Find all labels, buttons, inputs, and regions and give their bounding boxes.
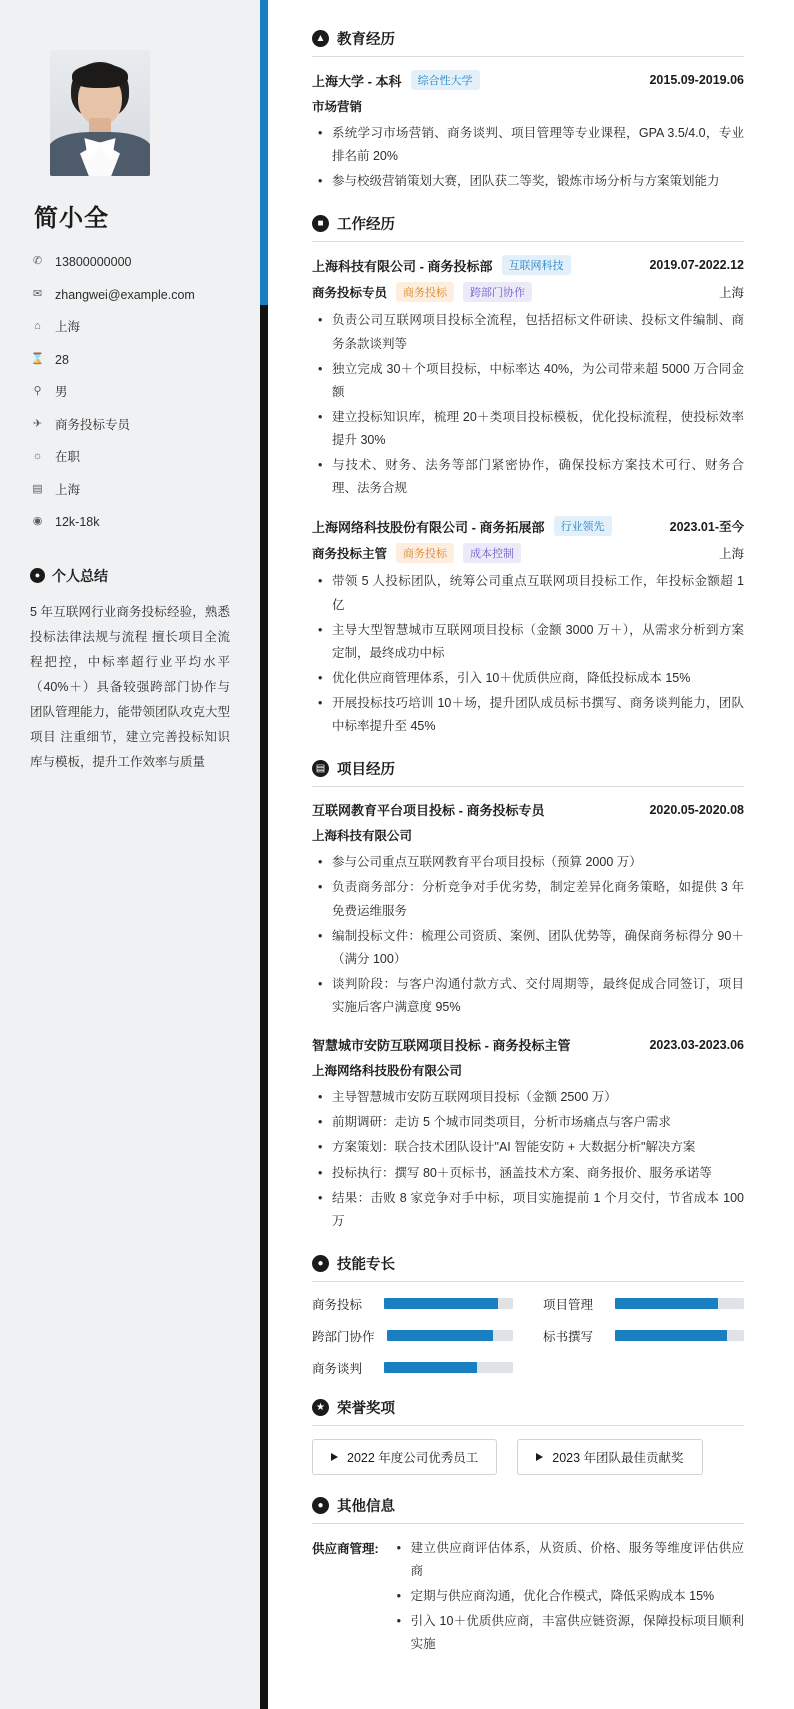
info-job xyxy=(30,416,230,435)
list-item: • 谈判阶段：与客户沟通付款方式、交付周期等，最终促成合同签订，项目实施后客户满意度 95% xyxy=(312,973,744,1019)
accent-bar-bottom xyxy=(260,305,268,1709)
section-work xyxy=(312,213,744,738)
project-company: 上海网络科技股份有限公司 xyxy=(312,1064,463,1079)
section-skills xyxy=(312,1253,744,1377)
work-location: 上海 xyxy=(718,286,744,301)
home-icon: ⌂ xyxy=(34,320,41,332)
list-item: • 参与校级营销策划大赛，团队获二等奖，锻炼市场分析与方案策划能力 xyxy=(312,170,744,193)
work-date: 2019.07-2022.12 xyxy=(649,258,744,273)
work-entry xyxy=(312,516,744,738)
education-entry xyxy=(312,70,744,193)
email-icon: ✉ xyxy=(32,287,43,300)
work-header xyxy=(312,213,744,242)
project-entry xyxy=(312,1035,744,1233)
list-item: • 负责公司互联网项目投标全流程，包括招标文件研读、投标文件编制、商务条款谈判等 xyxy=(312,309,744,355)
skill-bar xyxy=(615,1298,744,1309)
other-label: 供应商管理: xyxy=(312,1541,379,1556)
list-item: • 定期与供应商沟通，优化合作模式，降低采购成本 15% xyxy=(391,1585,744,1608)
projects-title: 项目经历 xyxy=(337,762,395,779)
work-role: 商务投标专员 xyxy=(312,286,388,301)
section-other xyxy=(312,1495,744,1659)
award-item xyxy=(517,1439,702,1475)
skills-grid xyxy=(312,1295,744,1377)
project-icon: ▤ xyxy=(312,760,329,777)
work-tag: 行业领先 xyxy=(554,516,612,536)
section-education xyxy=(312,28,744,193)
skill-label: 商务投标 xyxy=(312,1297,363,1312)
work-bullets xyxy=(312,309,744,500)
work-company: 上海科技有限公司 - 商务投标部 xyxy=(312,258,493,274)
work-role: 商务投标主管 xyxy=(312,547,388,562)
other-bullets xyxy=(391,1537,744,1657)
info-location-value: 上海 xyxy=(55,482,81,497)
info-gender xyxy=(30,383,230,402)
list-item: • 系统学习市场营销、商务谈判、项目管理等专业课程，GPA 3.5/4.0，专业排名前 20% xyxy=(312,122,744,168)
info-salary xyxy=(30,513,230,532)
graduation-icon: ▲ xyxy=(312,30,329,47)
education-tag: 综合性大学 xyxy=(411,70,480,90)
salary-icon: ◉ xyxy=(32,515,43,527)
list-item: • 引入 10＋优质供应商，丰富供应链资源，保障投标项目顺利实施 xyxy=(391,1610,744,1656)
portrait-photo-icon xyxy=(50,50,150,176)
project-date: 2023.03-2023.06 xyxy=(649,1037,744,1052)
list-item: • 结果：击败 8 家竞争对手中标，项目实施提前 1 个月交付，节省成本 100 万 xyxy=(312,1187,744,1233)
skill-bar xyxy=(387,1330,513,1341)
skill-bar xyxy=(615,1330,744,1341)
other-body xyxy=(391,1537,744,1659)
list-item: • 投标执行：撰写 80＋页标书，涵盖技术方案、商务报价、服务承诺等 xyxy=(312,1162,744,1185)
list-item: • 带领 5 人投标团队，统筹公司重点互联网项目投标工作，年投标金额超 1 亿 xyxy=(312,570,744,616)
info-job-value: 商务投标专员 xyxy=(55,417,131,432)
skill-item xyxy=(312,1359,513,1377)
info-email-value: zhangwei@example.com xyxy=(55,287,195,302)
skill-icon: ● xyxy=(312,1255,329,1272)
skill-label: 跨部门协作 xyxy=(312,1329,375,1344)
other-row xyxy=(312,1537,744,1659)
skill-bar xyxy=(384,1362,513,1373)
project-name: 智慧城市安防互联网项目投标 - 商务投标主管 xyxy=(312,1038,571,1054)
other-title: 其他信息 xyxy=(337,1498,395,1515)
project-bullets xyxy=(312,851,744,1019)
work-bullets xyxy=(312,570,744,738)
education-header xyxy=(312,28,744,57)
list-item: • 建立供应商评估体系，从资质、价格、服务等维度评估供应商 xyxy=(391,1537,744,1583)
awards-list xyxy=(312,1439,744,1475)
info-location xyxy=(30,481,230,500)
info-email xyxy=(30,286,230,305)
list-item: • 主导大型智慧城市互联网项目投标（金额 3000 万＋），从需求分析到方案定制，最终成功中标 xyxy=(312,619,744,665)
list-item: • 独立完成 30＋个项目投标，中标率达 40%，为公司带来超 5000 万合同金额 xyxy=(312,358,744,404)
other-icon: ● xyxy=(312,1497,329,1514)
play-triangle-icon xyxy=(331,1453,338,1461)
project-entry xyxy=(312,800,744,1019)
info-phone-value: 13800000000 xyxy=(55,255,132,269)
work-tag: 互联网科技 xyxy=(502,255,571,275)
projects-header xyxy=(312,758,744,787)
list-item: • 参与公司重点互联网教育平台项目投标（预算 2000 万） xyxy=(312,851,744,874)
other-header xyxy=(312,1495,744,1524)
summary-text: 5 年互联网行业商务投标经验，熟悉投标法律法规与流程 擅长项目全流程把控，中标率超行业平均水平（40%＋）具备较强跨部门协作与团队管理能力，能带领团队攻克大型项目 注重细节，建立完善投标知识库与模板，提升工作效率与质量 xyxy=(30,604,231,769)
contact-info-list xyxy=(30,253,230,532)
work-role-tag: 商务投标 xyxy=(396,282,454,302)
list-item: • 负责商务部分：分析竞争对手优劣势，制定差异化商务策略，如提供 3 年免费运维服务 xyxy=(312,876,744,922)
work-role-tag: 成本控制 xyxy=(463,543,521,563)
list-item: • 优化供应商管理体系，引入 10＋优质供应商，降低投标成本 15% xyxy=(312,667,744,690)
candidate-name: 简小全 xyxy=(34,205,109,232)
phone-icon: ✆ xyxy=(32,255,43,267)
award-label: 2022 年度公司优秀员工 xyxy=(347,1450,479,1465)
project-company: 上海科技有限公司 xyxy=(312,829,413,844)
info-age-value: 28 xyxy=(55,352,69,367)
skill-bar xyxy=(384,1298,513,1309)
skill-item xyxy=(312,1295,513,1313)
list-item: • 建立投标知识库，梳理 20＋类项目投标模板，优化投标流程，使投标效率提升 30% xyxy=(312,406,744,452)
job-icon: ✈ xyxy=(32,417,43,430)
list-item: • 开展投标技巧培训 10＋场，提升团队成员标书撰写、商务谈判能力，团队中标率提升至 45% xyxy=(312,692,744,738)
award-icon: ★ xyxy=(312,1399,329,1416)
play-triangle-icon xyxy=(536,1453,543,1461)
skill-item xyxy=(543,1295,744,1313)
list-item: • 方案策划：联合技术团队设计"AI 智能安防 + 大数据分析"解决方案 xyxy=(312,1136,744,1159)
awards-header xyxy=(312,1397,744,1426)
work-role-tag: 跨部门协作 xyxy=(463,282,532,302)
skill-label: 标书撰写 xyxy=(543,1329,594,1344)
education-date: 2015.09-2019.06 xyxy=(649,73,744,87)
person-icon: ● xyxy=(30,568,45,583)
education-school: 上海大学 - 本科 xyxy=(312,73,402,89)
work-company: 上海网络科技股份有限公司 - 商务拓展部 xyxy=(312,519,545,535)
location-icon: ▤ xyxy=(32,482,43,495)
list-item: • 与技术、财务、法务等部门紧密协作，确保投标方案技术可行、财务合理、法务合规 xyxy=(312,454,744,500)
work-title: 工作经历 xyxy=(337,217,395,234)
skill-item xyxy=(312,1327,513,1345)
summary-title: 个人总结 xyxy=(52,567,108,584)
avatar xyxy=(50,50,150,176)
info-status xyxy=(30,448,230,467)
summary-header xyxy=(30,566,230,586)
award-label: 2023 年团队最佳贡献奖 xyxy=(552,1450,684,1465)
age-icon: ⌛ xyxy=(30,352,45,365)
info-age xyxy=(30,351,230,370)
list-item: • 编制投标文件：梳理公司资质、案例、团队优势等，确保商务标得分 90＋（满分 100） xyxy=(312,925,744,971)
accent-bar-top xyxy=(260,0,268,305)
award-item xyxy=(312,1439,497,1475)
briefcase-icon: ■ xyxy=(312,215,329,232)
education-major: 市场营销 xyxy=(312,100,363,114)
skill-label: 项目管理 xyxy=(543,1297,594,1312)
skills-title: 技能专长 xyxy=(337,1256,395,1273)
info-phone xyxy=(30,253,230,272)
project-name: 互联网教育平台项目投标 - 商务投标专员 xyxy=(312,803,545,819)
info-home xyxy=(30,318,230,337)
work-date: 2023.01-至今 xyxy=(669,520,744,535)
info-status-value: 在职 xyxy=(55,450,81,464)
project-date: 2020.05-2020.08 xyxy=(649,802,744,817)
info-gender-value: 男 xyxy=(55,385,68,399)
info-home-value: 上海 xyxy=(55,320,81,334)
sidebar xyxy=(0,0,260,1709)
work-entry xyxy=(312,255,744,500)
skills-header xyxy=(312,1253,744,1282)
skill-label: 商务谈判 xyxy=(312,1361,363,1376)
skill-item xyxy=(543,1327,744,1345)
status-icon: ☼ xyxy=(32,450,43,462)
education-title: 教育经历 xyxy=(337,32,395,48)
education-bullets xyxy=(312,122,744,193)
project-bullets xyxy=(312,1086,744,1233)
section-awards xyxy=(312,1397,744,1475)
main-content xyxy=(260,0,794,1709)
info-salary-value: 12k-18k xyxy=(55,515,100,529)
section-projects xyxy=(312,758,744,1233)
awards-title: 荣誉奖项 xyxy=(337,1400,395,1417)
work-location: 上海 xyxy=(718,547,744,562)
gender-icon: ⚲ xyxy=(33,385,42,397)
list-item: • 主导智慧城市安防互联网项目投标（金额 2500 万） xyxy=(312,1086,744,1109)
work-role-tag: 商务投标 xyxy=(396,543,454,563)
list-item: • 前期调研：走访 5 个城市同类项目，分析市场痛点与客户需求 xyxy=(312,1111,744,1134)
